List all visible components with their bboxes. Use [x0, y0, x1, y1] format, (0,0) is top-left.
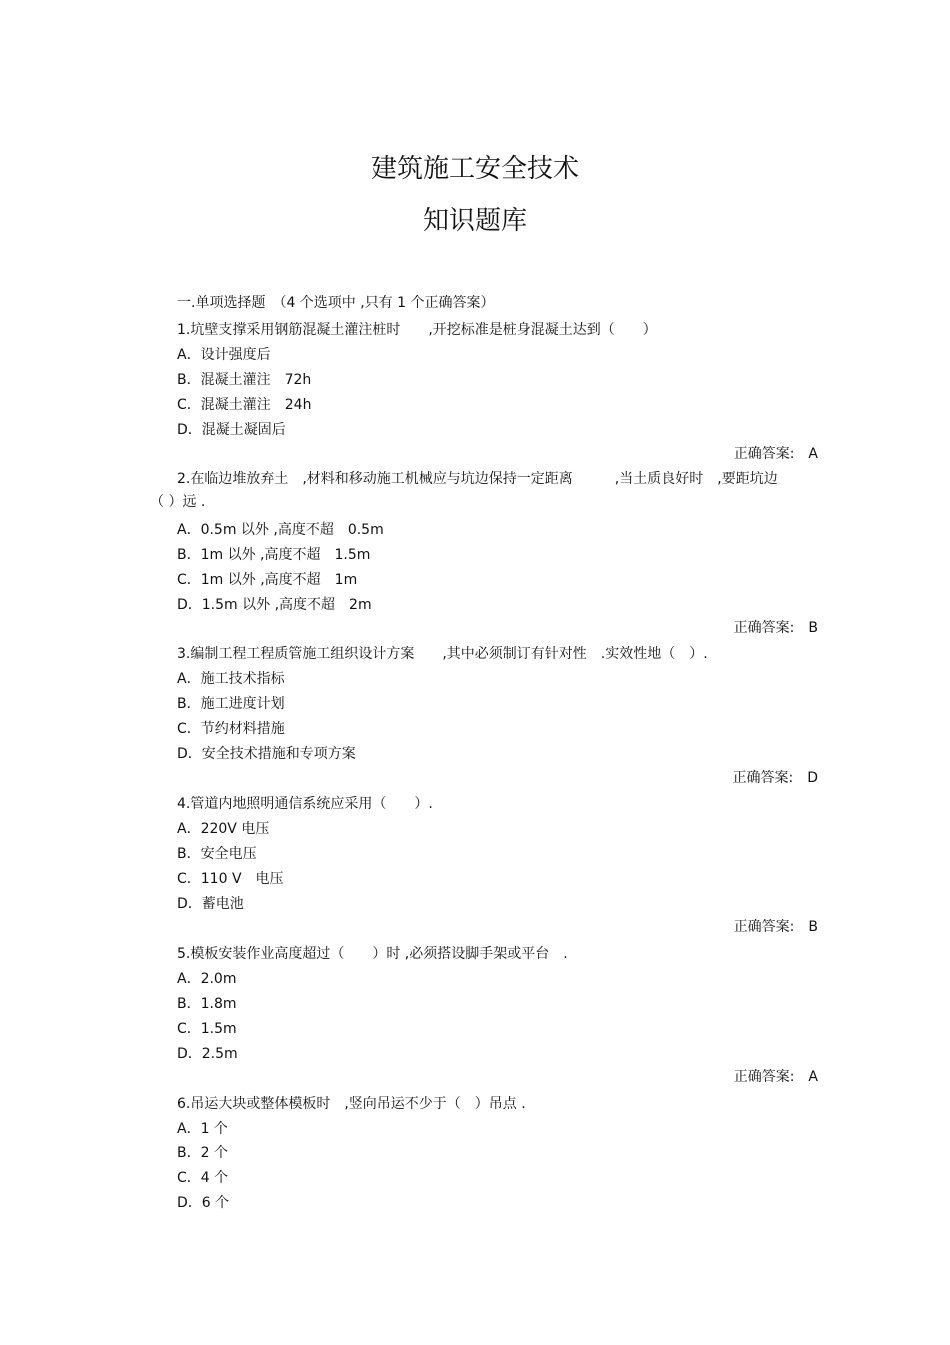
option: A．施工技术指标 — [177, 671, 285, 687]
correct-answer: 正确答案: A — [733, 446, 818, 462]
option: D．2.5m — [177, 1046, 238, 1062]
correct-answer: 正确答案: A — [733, 1069, 818, 1085]
option: A．设计强度后 — [177, 347, 271, 363]
correct-answer: 正确答案: B — [733, 620, 818, 636]
question-stem: 4.管道内地照明通信系统应采用（ ）. — [177, 796, 433, 812]
option: B．1.8m — [177, 996, 237, 1012]
option: A．2.0m — [177, 971, 237, 987]
option: C．节约材料措施 — [177, 721, 285, 737]
correct-answer: 正确答案: D — [732, 770, 818, 786]
option: A．0.5m 以外 ,高度不超 0.5m — [177, 522, 384, 538]
doc-title-line2: 知识题库 — [422, 206, 527, 236]
option: C．1.5m — [177, 1021, 237, 1037]
option: B．施工进度计划 — [177, 696, 285, 712]
question-stem: 2.在临边堆放弃土 ,材料和移动施工机械应与坑边保持一定距离 ,当土质良好时 ,要距坑边 — [177, 471, 778, 487]
option: B．安全电压 — [177, 846, 257, 862]
option: D．6 个 — [177, 1195, 230, 1211]
question-stem-continuation: （ ）远 . — [150, 494, 206, 510]
section-heading: 一.单项选择题 （4 个选项中 ,只有 1 个正确答案） — [177, 295, 495, 311]
option: A．220V 电压 — [177, 821, 270, 837]
option: B．1m 以外 ,高度不超 1.5m — [177, 547, 371, 563]
option: D．1.5m 以外 ,高度不超 2m — [177, 597, 372, 613]
question-stem: 1.坑壁支撑采用钢筋混凝土灌注桩时 ,开挖标准是桩身混凝土达到（ ） — [177, 322, 657, 338]
option: D．安全技术措施和专项方案 — [177, 746, 356, 762]
option: D．蓄电池 — [177, 896, 244, 912]
question-stem: 3.编制工程工程质管施工组织设计方案 ,其中必须制订有针对性 .实效性地（ ）. — [177, 646, 708, 662]
question-stem: 5.模板安装作业高度超过（ ）时 ,必须搭设脚手架或平台 . — [177, 946, 568, 962]
correct-answer: 正确答案: B — [733, 919, 818, 935]
doc-title-line1: 建筑施工安全技术 — [370, 154, 579, 184]
question-stem: 6.吊运大块或整体模板时 ,竖向吊运不少于（ ）吊点 . — [177, 1096, 526, 1112]
option: C．110 V 电压 — [177, 871, 284, 887]
option: C．4 个 — [177, 1170, 229, 1186]
option: B．混凝土灌注 72h — [177, 372, 312, 388]
option: D．混凝土凝固后 — [177, 422, 286, 438]
option: C．1m 以外 ,高度不超 1m — [177, 572, 358, 588]
option: B．2 个 — [177, 1145, 228, 1161]
option: A．1 个 — [177, 1121, 228, 1137]
option: C．混凝土灌注 24h — [177, 397, 312, 413]
